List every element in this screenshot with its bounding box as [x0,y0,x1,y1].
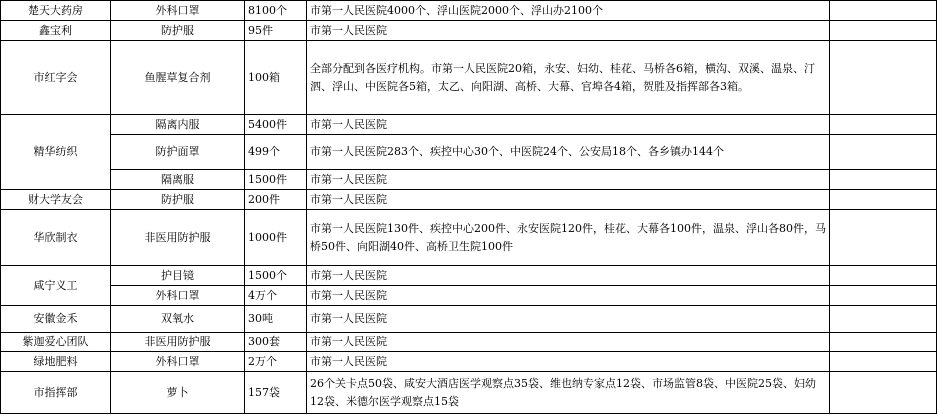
donor-cell[interactable]: 市指挥部 [1,372,111,414]
donor-cell[interactable]: 鑫宝利 [1,21,111,41]
table-row [1,190,937,210]
destination-cell[interactable]: 26个关卡点50袋、咸安大酒店医学观察点35袋、维也纳专家点12袋、市场监管8袋、中医院25袋、妇幼12袋、米德尔医学观察点15袋 [307,372,830,414]
quantity-cell[interactable]: 2万个 [245,352,307,372]
donor-cell[interactable]: 绿地肥料 [1,352,111,372]
donor-cell[interactable]: 财大学友会 [1,190,111,210]
quantity-cell[interactable]: 1000件 [245,210,307,266]
blank-cell[interactable] [830,286,937,306]
quantity-cell[interactable]: 4万个 [245,286,307,306]
table-row [1,286,937,306]
item-cell[interactable]: 双氧水 [111,306,245,333]
donor-cell[interactable]: 华欣制衣 [1,210,111,266]
quantity-cell[interactable]: 1500个 [245,266,307,286]
blank-cell[interactable] [830,115,937,135]
blank-cell[interactable] [830,333,937,352]
item-cell[interactable]: 防护服 [111,21,245,41]
item-cell[interactable]: 非医用防护服 [111,210,245,266]
donor-cell[interactable]: 市红字会 [1,41,111,115]
item-cell[interactable]: 萝卜 [111,372,245,414]
destination-cell[interactable]: 市第一人民医院 [307,170,830,190]
item-cell[interactable]: 鱼腥草复合剂 [111,41,245,115]
item-cell[interactable]: 非医用防护服 [111,333,245,352]
quantity-cell[interactable]: 30吨 [245,306,307,333]
quantity-cell[interactable]: 95件 [245,21,307,41]
destination-cell[interactable]: 市第一人民医院 [307,115,830,135]
blank-cell[interactable] [830,210,937,266]
quantity-cell[interactable]: 157袋 [245,372,307,414]
blank-cell[interactable] [830,266,937,286]
quantity-cell[interactable]: 300套 [245,333,307,352]
blank-cell[interactable] [830,372,937,414]
donor-cell[interactable]: 安徽金禾 [1,306,111,333]
destination-cell[interactable]: 市第一人民医院4000个、浮山医院2000个、浮山办2100个 [307,1,830,21]
quantity-cell[interactable]: 1500件 [245,170,307,190]
item-cell[interactable]: 防护服 [111,190,245,210]
donor-cell[interactable]: 紫迦爱心团队 [1,333,111,352]
item-cell[interactable]: 防护面罩 [111,135,245,170]
quantity-cell[interactable]: 5400件 [245,115,307,135]
blank-cell[interactable] [830,170,937,190]
item-cell[interactable]: 外科口罩 [111,1,245,21]
item-cell[interactable]: 隔离服 [111,170,245,190]
destination-cell[interactable]: 全部分配到各医疗机构。市第一人民医院20箱，永安、妇幼、桂花、马桥各6箱，横沟、双溪、温泉、汀泗、浮山、中医院各5箱，太乙、向阳湖、高桥、大幕、官埠各4箱，贺胜及指挥部各3箱。 [307,41,830,115]
destination-cell[interactable]: 市第一人民医院283个、疾控中心30个、中医院24个、公安局18个、各乡镇办144个 [307,135,830,170]
table-row [1,210,937,266]
item-cell[interactable]: 护目镜 [111,266,245,286]
table-row [1,372,937,414]
table-row [1,135,937,170]
blank-cell[interactable] [830,21,937,41]
table-row [1,41,937,115]
table-row [1,170,937,190]
quantity-cell[interactable]: 8100个 [245,1,307,21]
table-row [1,352,937,372]
quantity-cell[interactable]: 200件 [245,190,307,210]
table-row [1,1,937,21]
blank-cell[interactable] [830,1,937,21]
item-cell[interactable]: 外科口罩 [111,286,245,306]
table-row [1,333,937,352]
table-row [1,266,937,286]
destination-cell[interactable]: 市第一人民医院 [307,21,830,41]
blank-cell[interactable] [830,135,937,170]
blank-cell[interactable] [830,190,937,210]
item-cell[interactable]: 隔离内服 [111,115,245,135]
destination-cell[interactable]: 市第一人民医院 [307,306,830,333]
blank-cell[interactable] [830,352,937,372]
table-row [1,21,937,41]
donor-cell[interactable]: 精华纺织 [1,115,111,190]
quantity-cell[interactable]: 499个 [245,135,307,170]
destination-cell[interactable]: 市第一人民医院 [307,190,830,210]
destination-cell[interactable]: 市第一人民医院 [307,266,830,286]
destination-cell[interactable]: 市第一人民医院 [307,333,830,352]
destination-cell[interactable]: 市第一人民医院 [307,286,830,306]
destination-cell[interactable]: 市第一人民医院130件、疾控中心200件、永安医院120件，桂花、大幕各100件，温泉、浮山各80件，马桥50件、向阳湖40件、高桥卫生院100件 [307,210,830,266]
destination-cell[interactable]: 市第一人民医院 [307,352,830,372]
donor-cell[interactable]: 咸宁义工 [1,266,111,306]
quantity-cell[interactable]: 100箱 [245,41,307,115]
item-cell[interactable]: 外科口罩 [111,352,245,372]
table-row [1,306,937,333]
table-row [1,115,937,135]
donor-cell[interactable]: 楚天大药房 [1,1,111,21]
blank-cell[interactable] [830,41,937,115]
blank-cell[interactable] [830,306,937,333]
